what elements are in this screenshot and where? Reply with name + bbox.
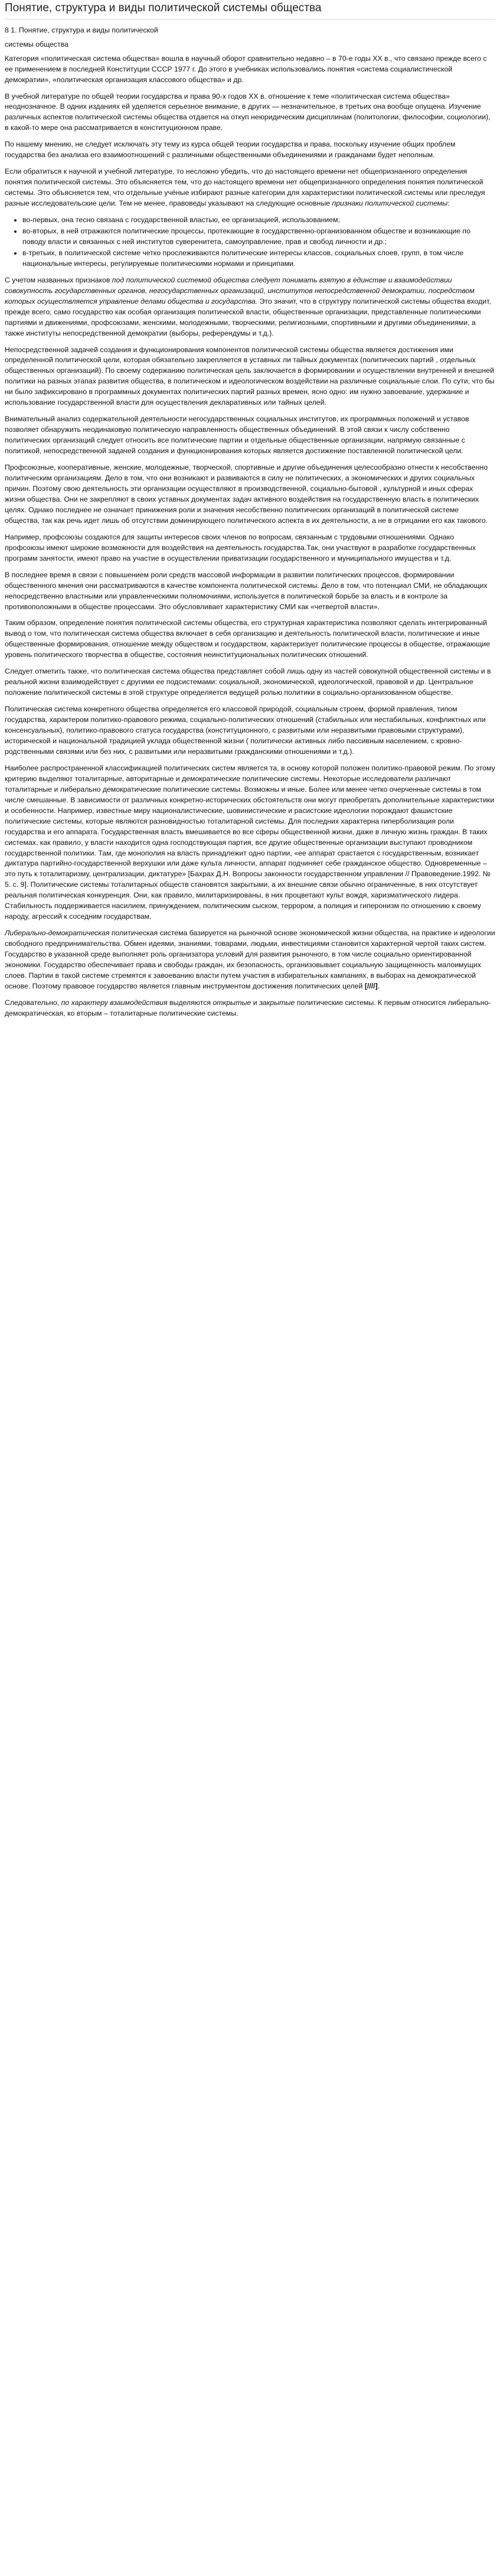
- paragraph-16-emphasis-closed: закрытые: [259, 998, 295, 1007]
- paragraph-15-citation: [////]: [364, 981, 378, 990]
- paragraph-8: Профсоюзные, кооперативные, женские, молодежные, творческой, спортивные и другие объединения целесообразно отнести к несобственно политическим организациям. Дело в том, что они возникают и развиваются в силу не политических, а экономических и других социальных причин. Поэтому свою деятельность эти организации осуществляют в производственной, социально-бытовой , культурной и иных сферах жизни общества. Они не закрепляют в своих уставных документах задач активного воздействия на государственную власть в политических целях. Однако последнее не означает принижения роли и значения несобственно политических организаций в политической системе общества, так как речь идет лишь об отсутствии доминирующего политического аспекта в их деятельности, а не в отрицании его как такового.: [5, 463, 488, 525]
- section-reference-continued: системы общества: [5, 40, 68, 48]
- page-title: Понятие, структура и виды политической системы общества: [5, 2, 322, 14]
- paragraph-15: [5, 928, 495, 992]
- paragraph-16-emphasis-open: открытые: [213, 998, 251, 1007]
- paragraph-5: [5, 275, 495, 339]
- list-item: • в-третьих, в политической системе четко прослеживаются политические интересы классов, социальных слоев, групп, в том числе национальные интересы, регулируемые политическими нормами и принципами.: [22, 248, 495, 269]
- features-list: [5, 215, 495, 269]
- paragraph-16-end: политические системы. К первым относится либерально-демократическая, ко вторым – тоталитарные политические системы.: [5, 998, 491, 1017]
- paragraph-13: Политическая система конкретного общества определяется его классовой природой, социальным строем, формой правления, типом государства, характером политико-правового режима, социально-политических отношений (стабильных или нестабильных, конфликтных или консенсуальных), политико-правового статуса государства (конституционного, с развитыми или неразвитыми правовыми структурами), исторической и национальной традицией уклада общественной жизни ( политически активных либо пассивным населением, с кровно-родственными связями или без них, с развитыми или неразвитыми гражданскими отношениями и т.д.).: [5, 705, 486, 756]
- paragraph-16-emphasis-criterion: по характеру взаимодействия: [61, 998, 168, 1007]
- paragraph-4-end: :: [447, 199, 450, 208]
- paragraph-9: Например, профсоюзы создаются для защиты интересов своих членов по вопросам, связанным с трудовыми отношениями. Однако профсоюзы имеют широкие возможности для воздействия на деятельность государства.Так, они участвуют в разработке государственных программ занятости, имеют право на участие в осуществлении приватизации государственного и муниципального имущества и т.д.: [5, 532, 476, 562]
- paragraph-11: Таким образом, определение понятия политической системы общества, его структурная характеристика позволяют сделать интегрированный вывод о том, что политическая система общества включает в себя организацию и деятельность политической власти, политические и иные общественные формирования, отношение между обществом и государством, характеризует политические процессы в обществе, отражающие уровень политического творчества в обществе, состояния неинституциональных политических отношений.: [5, 619, 490, 659]
- document-page: [0, 0, 500, 1031]
- paragraph-5-intro: С учетом названных признаков: [5, 275, 112, 284]
- paragraph-5-definition: под политической системой общества следует понимать взятую в единстве и взаимодействии совокупность государственных органов, негосударственных организаций, институтов непосредственной демократии, посредством которых осуществляется управление делами общества и государства.: [5, 275, 475, 305]
- list-item: • во-вторых, в ней отражаются политические процессы, протекающие в государственно-организованном обществе и возникающие по поводу власти и связанных с ней институтов суверенитета, самоуправление, прав и свобод личности и др.;: [22, 226, 495, 248]
- paragraph-16-intro: Следовательно,: [5, 998, 61, 1007]
- paragraph-1: Категория «политическая система общества» вошла в научный оборот сравнительно недавно – в 70-е годы XX в., что связано прежде всего с ее применением в последней Конституции СССР 1977 г. До этого в учебниках использовались понятия «система социалистической демократии», «политическая организация классового общества» и др.: [5, 54, 487, 84]
- paragraph-3: По нашему мнению, не следует исключать эту тему из курса общей теории государства и права, поскольку изучение общих проблем государства без анализа его взаимоотношений с различными общественными объединениями и гражданами будет неполным.: [5, 140, 456, 160]
- paragraph-16-join-2: и: [251, 998, 260, 1007]
- paragraph-16-join-1: выделяются: [167, 998, 213, 1007]
- paragraph-4: [5, 167, 495, 209]
- paragraph-15-text: политическая система базируется на рыночной основе экономической жизни общества, на практике и идеологии свободного предпринимательства. Обмен идеями, знаниями, товарами, людьми, инвестициями становится характерной чертой таких систем. Государство в указанной среде выполняет роль организатора условий для развития рыночного, в том числе социально ориентированной экономики. Государство обеспечивает права и свободы граждан, их безопасность, организовывает социальную защищенность малоимущих слоев. Партии в такой системе стремятся к завоеванию власти путем участия в избирательных кампаниях, в выборах на демократической основе. Поэтому правовое государство является главным инструментом достижения политических целей: [5, 929, 495, 990]
- paragraph-4-text: Если обратиться к научной и учебной литературе, то несложно убедить, что до настоящего времени нет общепризнанного определения понятия политической системы. Это объясняется тем, что до настоящего времени нет общепризнанного определения понятия политической системы. Это объясняется тем, что отдельные учёные избирают разные категории для характеристики политической системы или преследуя разные исследовательские цели. Тем не менее, правоведы указывают на следующие основные: [5, 167, 485, 208]
- paragraph-16: [5, 998, 495, 1019]
- paragraph-14: Наиболее распространенной классификацией политических систем является та, в основу которой положен политико-правовой режим. По этому критерию выделяют тоталитарные, авторитарные и демократические политические системы. Некоторые исследователи различают тоталитарные и либерально демократические политические системы. Возможны и иные. Более или менее четко очерченные системы в том числе смешанные. В зависимости от различных конкретно-исторических обстоятельств они могут приобретать дополнительные характеристики и особенности. Например, известные миру националистические, шовинистические и расистские идеологии порождают фашистские политические системы, которые являются разновидностью тоталитарной системы. Для последних характерна гиперболизация роли государства и его аппарата. Государственная власть вмешивается во все сферы общественной жизни, даже в личную жизнь граждан. В таких системах, как правило, у власти находится одна господствующая партия, все другие общественные организации выступают проводником государственной политики. Там, где монополия на власть принадлежит одно партии, «ее аппарат срастается с государственным, возникает диктатура партийно-государственной верхушки или даже культа личности, аппарат подчиняет себе гражданское общество. Одновременные – это путь к тоталитаризму, централизации, диктатуре» [Бахрах Д.Н. Вопросы законности государственном управлении // Правоведение.1992. № 5. с. 9]. Политические системы тоталитарных обществ становятся закрытыми, а их внешние связи обычно ограниченные, в них отсутствует реальная политическая конкуренция. Они, как правило, милитаризированы, в них процветают культ вождя, харизматического лидера. Стабильность поддерживается насилием, принуждением, политическим сыском, террором, а полиция и гиперонизм по отношению к своему народу, агрессий к соседним государствам.: [5, 763, 495, 921]
- paragraph-4-emphasis: признаки политической системы: [332, 199, 448, 208]
- paragraph-6: Непосредственной задачей создания и функционирования компонентов политической системы общества является достижения ими определенной политической цели, которая обязательно закрепляется в уставных ли тайных документах (политических партий , отдельных общественных организаций). По своему содержанию политическая цель заключается в формировании и осуществлении внутренней и внешней политики на разных этапах развития общества, в политическом и идеологическом воздействии на различные социальные слои. По сути, что бы ни было зафиксировано в программных документах политических партий разных времен, ясно одно: им нужно завоевание, удержание и использование государственной власти для осуществления декларативных или тайных целей.: [5, 345, 495, 407]
- paragraph-5-text: Это значит, что в структуру политической системы общества входит, прежде всего, само государство как особая организация политической власти, общественные организации, представленные политическими партиями и движениями, профсоюзами, женскими, молодежными, творческими, религиозными, спортивными и другими объединениями, а также институты непосредственной демократии (выборы, референдумы и т.д.).: [5, 297, 491, 337]
- paragraph-15-term: Либерально-демократическая: [5, 929, 110, 938]
- paragraph-10: В последнее время в связи с повышением роли средств массовой информации в развитии политических процессов, формировании общественного мнения они рассматриваются в качестве компонента политической системы. Дело в том, что потенциал СМИ, не обладающих непосредственно властными или управленческими полномочиями, используется в политической борьбе за власть и в контроле за противоположными в обществе процессами. Это обусловливает характеристику СМИ как «четвертой власти».: [5, 570, 488, 611]
- paragraph-7: Внимательный анализ содержательной деятельности негосударственных социальных институтов, их программных положений и уставов позволяет обнаружить неодинаковую политическую направленность общественных объединений. В этой связи к числу собственно политических организаций следует относить все политические партии и отдельные общественные организации, напрямую связанные с политикой, непосредственной задачей создания и функционирования которых является достижение поставленной политической цели.: [5, 415, 469, 456]
- section-reference: 8 1. Понятие, структура и виды политической: [5, 25, 158, 34]
- list-item: • во-первых, она тесно связана с государственной властью, ее организацией, использованием;: [22, 215, 495, 226]
- paragraph-2: В учебной литературе по общей теории государства и права 90-х годов XX в. отношение к теме «политическая система общества» неоднозначное. В одних изданиях ей уделяется серьезное внимание, в других — незначительное, в третьих она вообще опущена. Изучение различных аспектов политической системы общества отдается на откуп неюридическим дисциплинам (политологии, философии, социологии), в какой-то мере она рассматривается в конституционном праве.: [5, 92, 491, 132]
- paragraph-15-end: .: [377, 981, 380, 990]
- paragraph-12: Следует отметить также, что политическая система общества представляет собой лишь одну из частей совокупной общественной системы и в реальной жизни взаимодействует с другими ее подсистемами: социальной, экономической, идеологической, правовой и др. Центральное положение политической системы в этой структуре определяется ведущей ролью политики в социально-организованном обществе.: [5, 667, 491, 697]
